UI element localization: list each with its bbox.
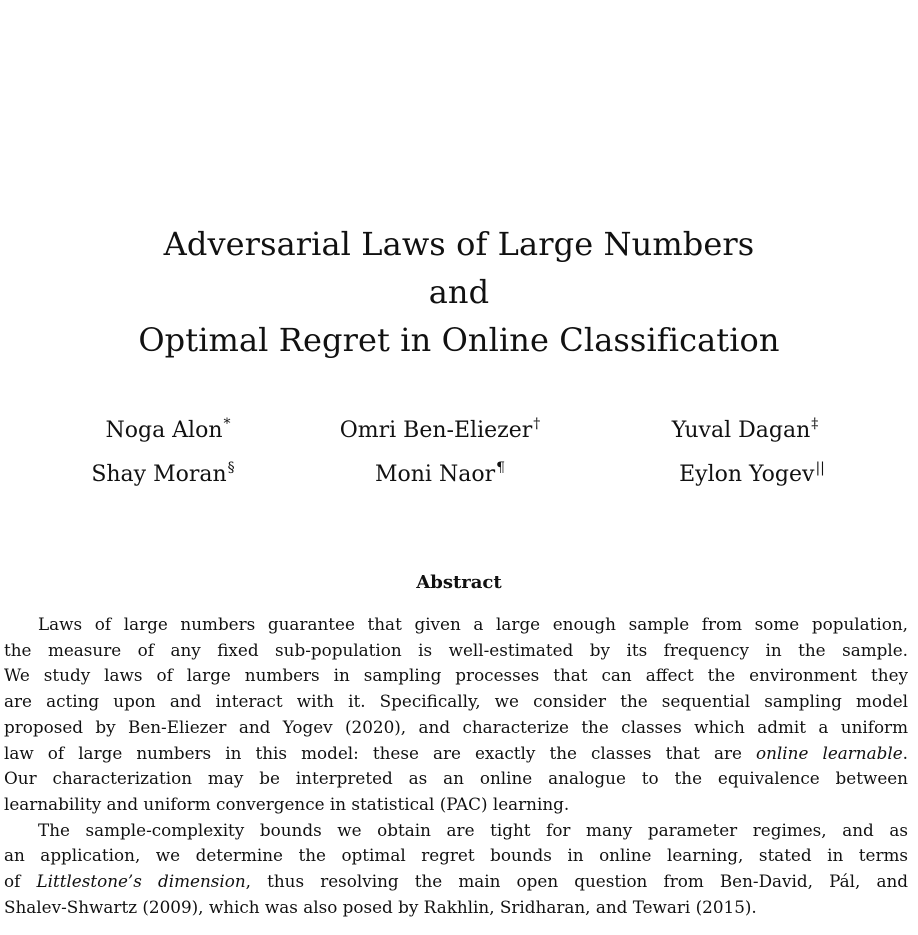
text-line: The sample-complexity bounds we obtain are tight for many parameter regimes, and as	[38, 819, 908, 840]
author-name: Yuval Dagan	[671, 418, 811, 443]
text-line: proposed by Ben-Eliezer and Yogev (2020), and characterize the classes which admit a uniform	[4, 716, 908, 737]
author-omri-ben-eliezer	[340, 404, 541, 451]
text-line	[4, 869, 908, 895]
author-eylon-yogev	[679, 448, 825, 495]
text-segment: .	[902, 742, 908, 763]
text-line: learnability and uniform convergence in statistical (PAC) learning.	[4, 793, 570, 814]
text-line: an application, we determine the optimal regret bounds in online learning, stated in terms	[4, 845, 908, 866]
affiliation-mark: *	[223, 416, 231, 432]
affiliation-mark: ||	[815, 460, 825, 476]
author-name: Omri Ben-Eliezer	[339, 418, 533, 443]
text-line: the measure of any fixed sub-population is well-estimated by its frequency in the sample.	[4, 639, 908, 660]
abstract-paragraph-2	[4, 818, 908, 921]
title-line-1: Adversarial Laws of Large Numbers	[163, 225, 755, 263]
author-yuval-dagan	[672, 404, 818, 451]
text-segment: , thus resolving the main open question from Ben-David, Pál, and	[245, 871, 908, 892]
affiliation-mark: †	[533, 416, 541, 432]
text-segment: law of large numbers in this model: these are exactly the classes that are	[4, 742, 757, 763]
abstract-body	[4, 612, 908, 920]
author-name: Noga Alon	[105, 418, 223, 443]
text-line: Our characterization may be interpreted as an online analogue to the equivalence between	[4, 768, 908, 789]
abstract-paragraph-1	[4, 612, 908, 818]
text-line: are acting upon and interact with it. Specifically, we consider the sequential sampling model	[4, 691, 908, 712]
affiliation-mark: §	[227, 460, 235, 476]
text-segment: of	[4, 871, 37, 892]
affiliation-mark: ‡	[811, 416, 819, 432]
author-name: Moni Naor	[374, 462, 496, 487]
abstract-heading: Abstract	[416, 572, 502, 593]
paper-title	[0, 220, 918, 364]
author-name: Eylon Yogev	[679, 462, 815, 487]
emphasis-littlestone-dimension: Littlestone’s dimension	[36, 871, 246, 892]
text-line: Laws of large numbers guarantee that given a large enough sample from some population,	[38, 614, 908, 634]
author-name: Shay Moran	[91, 462, 227, 487]
title-line-3: Optimal Regret in Online Classification	[138, 321, 780, 359]
title-line-2: and	[428, 273, 490, 311]
emphasis-online-learnable: online learnable	[756, 742, 903, 763]
text-line: Shalev-Shwartz (2009), which was also posed by Rakhlin, Sridharan, and Tewari (2015).	[4, 896, 757, 917]
text-line: We study laws of large numbers in sampling processes that can affect the environment they	[4, 665, 908, 686]
author-noga-alon	[105, 404, 230, 451]
text-line	[4, 741, 908, 767]
author-shay-moran	[91, 448, 234, 495]
affiliation-mark: ¶	[496, 460, 506, 476]
author-moni-naor	[375, 448, 505, 495]
